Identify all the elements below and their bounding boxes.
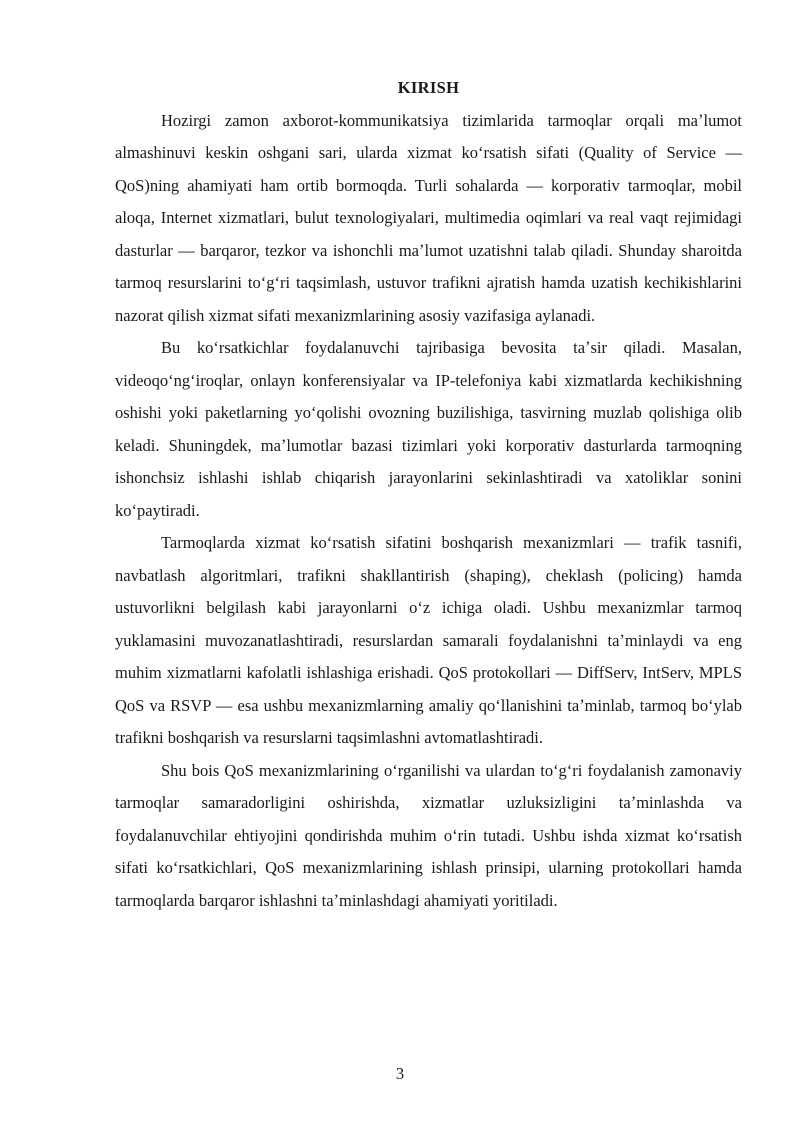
paragraph-4: Shu bois QoS mexanizmlarining oʻrganilishi va ulardan toʻgʻri foydalanish zamonaviy tarmoqlar samaradorligini oshirishda, xizmatlar uzluksizligini taʼminlashda va foydalanuvchilar ehtiyojini qondirishda muhim oʻrin tutadi. Ushbu ishda xizmat koʻrsatish sifati koʻrsatkichlari, QoS mexanizmlarining ishlash prinsipi, ularning protokollari hamda tarmoqlarda barqaror ishlashni taʼminlashdagi ahamiyati yoritiladi. [115,760,742,910]
page-number: 3 [395,1064,405,1083]
document-page [115,72,742,917]
section-heading: KIRISH [397,78,460,97]
paragraph-2: Bu koʻrsatkichlar foydalanuvchi tajribasiga bevosita taʼsir qiladi. Masalan, videoqoʻngʻiroqlar, onlayn konferensiyalar va IP-telefoniya kabi xizmatlarda kechikishning oshishi yoki paketlarning yoʻqolishi ovozning buzilishiga, tasvirning muzlab qolishiga olib keladi. Shuningdek, maʼlumotlar bazasi tizimlari yoki korporativ dasturlarda tarmoqning ishonchsiz ishlashi ishlab chiqarish jarayonlarini sekinlashtiradi va xatoliklar sonini koʻpaytiradi. [115,338,742,520]
paragraph-3: Tarmoqlarda xizmat koʻrsatish sifatini boshqarish mexanizmlari — trafik tasnifi, navbatlash algoritmlari, trafikni shakllantirish (shaping), cheklash (policing) hamda ustuvorlikni belgilash kabi jarayonlarni oʻz ichiga oladi. Ushbu mexanizmlar tarmoq yuklamasini muvozanatlashtiradi, resurslardan samarali foydalanishni taʼminlaydi va eng muhim xizmatlarni kafolatli ishlashiga erishadi. QoS protokollari — DiffServ, IntServ, MPLS QoS va RSVP — esa ushbu mexanizmlarning amaliy qoʻllanishini taʼminlab, tarmoq boʻylab trafikni boshqarish va resurslarni taqsimlashni avtomatlashtiradi. [115,533,742,747]
paragraph-1: Hozirgi zamon axborot-kommunikatsiya tizimlarida tarmoqlar orqali maʼlumot almashinuvi keskin oshgani sari, ularda xizmat koʻrsatish sifati (Quality of Service — QoS)ning ahamiyati ham ortib bormoqda. Turli sohalarda — korporativ tarmoqlar, mobil aloqa, Internet xizmatlari, bulut texnologiyalari, multimedia oqimlari va real vaqt rejimidagi dasturlar — barqaror, tezkor va ishonchli maʼlumot uzatishni talab qiladi. Shunday sharoitda tarmoq resurslarini toʻgʻri taqsimlash, ustuvor trafikni ajratish hamda uzatish kechikishlarini nazorat qilish xizmat sifati mexanizmlarining asosiy vazifasiga aylanadi. [115,110,742,325]
